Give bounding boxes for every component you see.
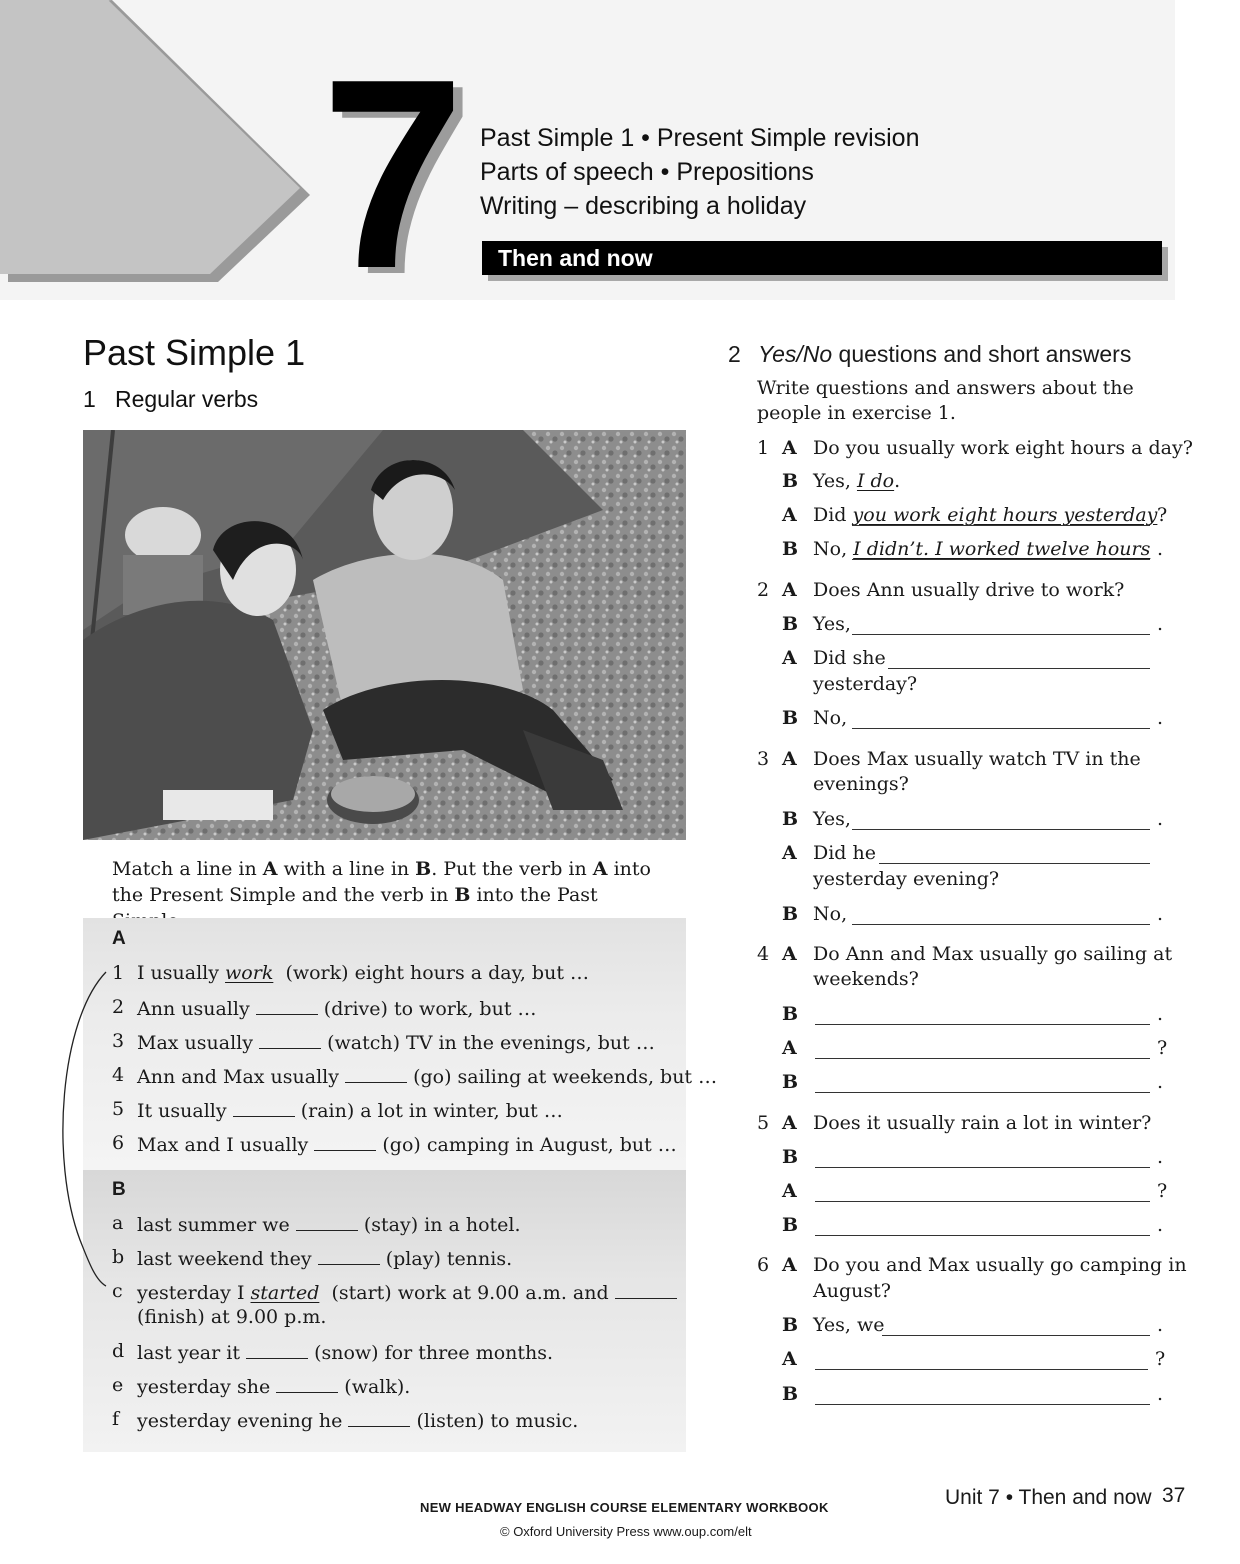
- answer-field[interactable]: [815, 1235, 1150, 1236]
- blank-field[interactable]: [259, 1030, 321, 1049]
- answer-field[interactable]: [815, 1369, 1148, 1370]
- answer-field[interactable]: [852, 634, 1150, 635]
- box-a-row-1: 1 I usually work (work) eight hours a day, but …: [112, 962, 590, 984]
- answer-field[interactable]: [879, 863, 1150, 864]
- box-b-row-c: c yesterday I started (start) work at 9.00 a.m. and (finish) at 9.00 p.m.: [0, 1280, 700, 1332]
- blank-field[interactable]: [256, 996, 318, 1015]
- box-b-row-a: a last summer we (stay) in a hotel.: [112, 1212, 521, 1236]
- unit-number: 7: [321, 24, 461, 325]
- exercise-1-number: 1: [83, 386, 96, 412]
- footer-unit-label: Unit 7 • Then and now: [945, 1486, 1152, 1509]
- answer-field[interactable]: [815, 1201, 1150, 1202]
- answer-field[interactable]: [888, 668, 1150, 669]
- answer-field[interactable]: [815, 1024, 1150, 1025]
- blank-field[interactable]: [348, 1408, 410, 1427]
- blank-field[interactable]: [296, 1212, 358, 1231]
- footer-copyright: © Oxford University Press www.oup.com/elt: [500, 1524, 752, 1539]
- box-a-row-6: 6 Max and I usually (go) camping in August, but …: [112, 1132, 677, 1156]
- blank-field[interactable]: [345, 1064, 407, 1083]
- exercise-1-title: Regular verbs: [114, 386, 259, 412]
- answer-example: started: [250, 1282, 320, 1304]
- topic-line-1: Past Simple 1 • Present Simple revision: [480, 124, 920, 152]
- camping-photo: [83, 430, 686, 840]
- answer-field[interactable]: [852, 924, 1150, 925]
- camping-photo-illustration: [83, 430, 686, 840]
- footer-book-title: NEW HEADWAY ENGLISH COURSE ELEMENTARY WORKBOOK: [420, 1500, 829, 1515]
- box-b-row-e: e yesterday she (walk).: [112, 1374, 411, 1398]
- unit-title: Then and now: [498, 245, 653, 271]
- section-title: Past Simple 1: [83, 332, 306, 373]
- exercise-1-instructions: Match a line in A with a line in B. Put the verb in A into the Present Simple and the verb in B into the Past: [112, 858, 651, 906]
- blank-field[interactable]: [314, 1132, 376, 1151]
- answer-line: [852, 525, 1150, 526]
- answer-field[interactable]: [852, 829, 1150, 830]
- topic-line-2: Parts of speech • Prepositions: [480, 158, 814, 186]
- blank-field[interactable]: [615, 1280, 677, 1299]
- blank-field[interactable]: [276, 1374, 338, 1393]
- blank-field[interactable]: [233, 1098, 295, 1117]
- box-b-label: B: [112, 1179, 126, 1200]
- answer-field[interactable]: [815, 1167, 1150, 1168]
- exercise-1-heading: [83, 386, 258, 413]
- blank-field[interactable]: [246, 1340, 308, 1359]
- blank-field[interactable]: [318, 1246, 380, 1265]
- answer-line: [852, 559, 1150, 560]
- box-b-row-b: b last weekend they (play) tennis.: [112, 1246, 513, 1270]
- answer-field[interactable]: [852, 728, 1150, 729]
- exercise-2-number: 2: [728, 341, 741, 367]
- answer-field[interactable]: [815, 1092, 1150, 1093]
- box-a-row-4: 4 Ann and Max usually (go) sailing at weekends, but …: [112, 1064, 718, 1088]
- box-a-row-2: 2 Ann usually (drive) to work, but …: [112, 996, 537, 1020]
- exercise-2-title: Yes/No questions and short answers: [758, 341, 1132, 367]
- answer-field[interactable]: [815, 1058, 1150, 1059]
- box-a-row-5: 5 It usually (rain) a lot in winter, but …: [112, 1098, 563, 1122]
- answer-field[interactable]: [815, 1404, 1150, 1405]
- page-number: 37: [1162, 1484, 1186, 1507]
- box-a-row-3: 3 Max usually (watch) TV in the evenings, but …: [112, 1030, 655, 1054]
- box-a-label: A: [112, 928, 126, 949]
- box-b-row-f: f yesterday evening he (listen) to music.: [112, 1408, 579, 1432]
- header-arrow-shape: [0, 0, 330, 290]
- box-b-row-d: d last year it (snow) for three months.: [112, 1340, 554, 1364]
- topic-line-3: Writing – describing a holiday: [480, 192, 807, 220]
- answer-example: work: [225, 962, 274, 984]
- answer-field[interactable]: [882, 1335, 1150, 1336]
- exercise-2-instructions: Write questions and answers about the people in exercise 1.: [757, 377, 1134, 424]
